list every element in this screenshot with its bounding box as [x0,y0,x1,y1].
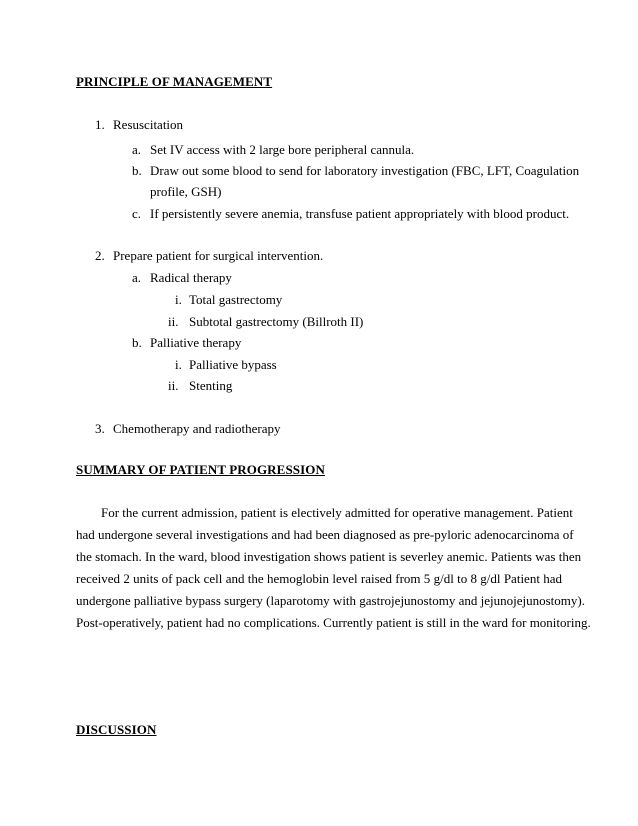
item-1b-continuation: profile, GSH) [150,184,222,199]
item-2b-i-number: i. [175,357,182,372]
item-1c-text: If persistently severe anemia, transfuse patient appropriately with blood product. [150,206,570,221]
summary-line-1: For the current admission, patient is electively admitted for operative management. Patient [101,505,573,520]
principle-heading: PRINCIPLE OF MANAGEMENT [76,74,273,89]
item-1c-number: c. [132,206,142,221]
item-1-text: Resuscitation [113,117,184,132]
item-2a-i-number: i. [175,292,182,307]
item-2b-text: Palliative therapy [150,335,242,350]
item-2a-ii-number: ii. [168,314,179,329]
summary-line-4: received 2 units of pack cell and the hemoglobin level raised from 5 g/dl to 8 g/dl Patient had [76,571,562,586]
item-2-text: Prepare patient for surgical intervention. [113,248,324,263]
item-3-text: Chemotherapy and radiotherapy [113,421,281,436]
item-2-number: 2. [95,248,105,263]
item-1a-text: Set IV access with 2 large bore peripheral cannula. [150,142,415,157]
item-2b-ii-text: Stenting [189,378,233,393]
summary-line-6: Post-operatively, patient had no complications. Currently patient is still in the ward for monitoring. [76,615,591,630]
item-2a-text: Radical therapy [150,270,232,285]
item-1a-number: a. [132,142,142,157]
item-2b-i-text: Palliative bypass [189,357,277,372]
summary-line-5: undergone palliative bypass surgery (laparotomy with gastrojejunostomy and jejunojejunostomy). [76,593,585,608]
summary-line-3: the stomach. In the ward, blood investigation shows patient is severley anemic. Patients was then [76,549,582,564]
item-1b-text: Draw out some blood to send for laboratory investigation (FBC, LFT, Coagulation [150,163,580,178]
item-2a-ii-text: Subtotal gastrectomy (Billroth II) [189,314,364,329]
item-3-number: 3. [95,421,105,436]
summary-line-2: had undergone several investigations and had been diagnosed as pre-pyloric adenocarcinoma of [76,527,574,542]
item-2b-number: b. [132,335,142,350]
item-2a-i-text: Total gastrectomy [189,292,283,307]
discussion-heading: DISCUSSION [76,722,157,737]
item-2a-number: a. [132,270,142,285]
summary-heading: SUMMARY OF PATIENT PROGRESSION [76,462,325,477]
item-1-number: 1. [95,117,105,132]
item-1b-number: b. [132,163,142,178]
item-2b-ii-number: ii. [168,378,179,393]
